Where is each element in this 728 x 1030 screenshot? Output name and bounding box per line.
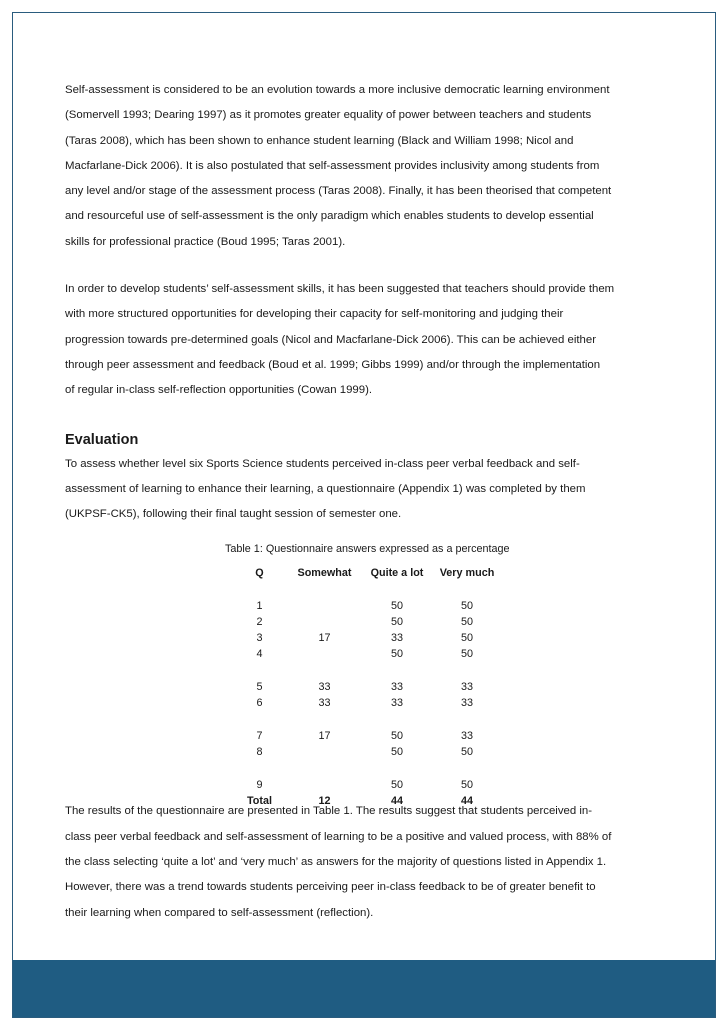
cell-somewhat: 33 xyxy=(318,681,331,694)
table-header-row xyxy=(227,567,497,597)
table-row xyxy=(227,695,497,711)
cell-somewhat xyxy=(292,646,357,662)
cell-total-quite-a-lot: 44 xyxy=(390,795,403,808)
header-very-much: Very much xyxy=(439,567,495,580)
text-line: The results of the questionnaire are presented in Table 1. The results suggest that students perceived in- xyxy=(65,805,593,818)
cell-very-much: 50 xyxy=(460,599,473,612)
table-row xyxy=(227,777,497,793)
cell-very-much: 50 xyxy=(460,746,473,759)
questionnaire-table xyxy=(227,567,497,809)
cell-q: 8 xyxy=(256,746,263,759)
cell-somewhat xyxy=(292,744,357,760)
evaluation-paragraph xyxy=(65,452,640,528)
cell-quite-a-lot: 33 xyxy=(390,681,403,694)
cell-somewhat xyxy=(292,777,357,793)
text-line: (Taras 2008), which has been shown to enhance student learning (Black and William 1998; Nicol and xyxy=(65,134,574,147)
cell-q: 4 xyxy=(256,648,263,661)
cell-q: 1 xyxy=(256,599,263,612)
text-line: progression towards pre-determined goals (Nicol and Macfarlane-Dick 2006). This can be achieved either xyxy=(65,333,596,346)
table-row xyxy=(227,744,497,760)
cell-q: 7 xyxy=(256,729,263,742)
results-paragraph xyxy=(65,799,640,925)
footer-bar xyxy=(13,960,715,1017)
cell-total-very-much: 44 xyxy=(460,795,473,808)
table-row xyxy=(227,728,497,744)
cell-very-much: 33 xyxy=(460,697,473,710)
table-row xyxy=(227,679,497,695)
text-line: with more structured opportunities for developing their capacity for self-monitoring and judging their xyxy=(65,308,564,321)
cell-q: 6 xyxy=(256,697,263,710)
intro-paragraph-2 xyxy=(65,277,640,403)
text-line: (Somervell 1993; Dearing 1997) as it promotes greater equality of power between teachers and students xyxy=(65,109,592,122)
text-line: through peer assessment and feedback (Boud et al. 1999; Gibbs 1999) and/or through the implementation xyxy=(65,358,601,371)
text-line: of regular in-class self-reflection opportunities (Cowan 1999). xyxy=(65,384,373,397)
text-line: class peer verbal feedback and self-assessment of learning to be a positive and valued process, with 88% of xyxy=(65,830,612,843)
text-line: and resourceful use of self-assessment is the only paradigm which enables students to develop essential xyxy=(65,210,594,223)
table-total-row xyxy=(227,793,497,809)
cell-q: 3 xyxy=(256,632,263,645)
cell-quite-a-lot: 50 xyxy=(390,599,403,612)
table-row xyxy=(227,630,497,646)
text-line: any level and/or stage of the assessment process (Taras 2008). Finally, it has been theorised that competent xyxy=(65,185,612,198)
header-q: Q xyxy=(255,567,264,580)
cell-quite-a-lot: 50 xyxy=(390,615,403,628)
text-line: However, there was a trend towards students perceiving peer in-class feedback to be of greater benefit to xyxy=(65,881,596,894)
table-caption: Table 1: Questionnaire answers expressed as a percentage xyxy=(225,543,510,556)
cell-quite-a-lot: 50 xyxy=(390,648,403,661)
cell-very-much: 33 xyxy=(460,729,473,742)
cell-very-much: 50 xyxy=(460,648,473,661)
cell-total-somewhat: 12 xyxy=(318,795,331,808)
text-line: their learning when compared to self-assessment (reflection). xyxy=(65,906,374,919)
table-row xyxy=(227,614,497,630)
cell-quite-a-lot: 50 xyxy=(390,746,403,759)
cell-very-much: 50 xyxy=(460,632,473,645)
document-body xyxy=(65,78,640,926)
cell-very-much: 50 xyxy=(460,778,473,791)
text-line: Self-assessment is considered to be an evolution towards a more inclusive democratic learning environment xyxy=(65,84,610,96)
cell-q: 2 xyxy=(256,615,263,628)
text-line: Macfarlane-Dick 2006). It is also postulated that self-assessment provides inclusivity among students from xyxy=(65,159,600,172)
cell-somewhat: 33 xyxy=(318,697,331,710)
cell-somewhat xyxy=(292,597,357,613)
cell-very-much: 50 xyxy=(460,615,473,628)
text-line: (UKPSF-CK5), following their final taught session of semester one. xyxy=(65,508,402,521)
text-line: To assess whether level six Sports Science students perceived in-class peer verbal feedback and self- xyxy=(65,457,580,470)
cell-total-label: Total xyxy=(247,795,272,808)
cell-quite-a-lot: 33 xyxy=(390,697,403,710)
table-row xyxy=(227,597,497,613)
questionnaire-table-block xyxy=(65,543,640,808)
text-line: skills for professional practice (Boud 1995; Taras 2001). xyxy=(65,235,346,248)
header-somewhat: Somewhat xyxy=(297,567,352,580)
text-line: In order to develop students’ self-assessment skills, it has been suggested that teachers should provide them xyxy=(65,283,615,296)
text-line: the class selecting ‘quite a lot’ and ‘very much’ as answers for the majority of questions listed in Appendix 1. xyxy=(65,856,607,869)
cell-somewhat: 17 xyxy=(318,729,331,742)
text-line: assessment of learning to enhance their learning, a questionnaire (Appendix 1) was completed by them xyxy=(65,482,586,495)
cell-very-much: 33 xyxy=(460,681,473,694)
cell-quite-a-lot: 50 xyxy=(390,778,403,791)
cell-somewhat xyxy=(292,614,357,630)
cell-quite-a-lot: 50 xyxy=(390,729,403,742)
cell-q: 9 xyxy=(256,778,263,791)
intro-paragraph-1 xyxy=(65,78,640,255)
cell-somewhat: 17 xyxy=(318,632,331,645)
header-quite-a-lot: Quite a lot xyxy=(370,567,424,580)
table-row xyxy=(227,646,497,662)
cell-q: 5 xyxy=(256,681,263,694)
cell-quite-a-lot: 33 xyxy=(390,632,403,645)
section-heading-evaluation: Evaluation xyxy=(65,431,139,448)
